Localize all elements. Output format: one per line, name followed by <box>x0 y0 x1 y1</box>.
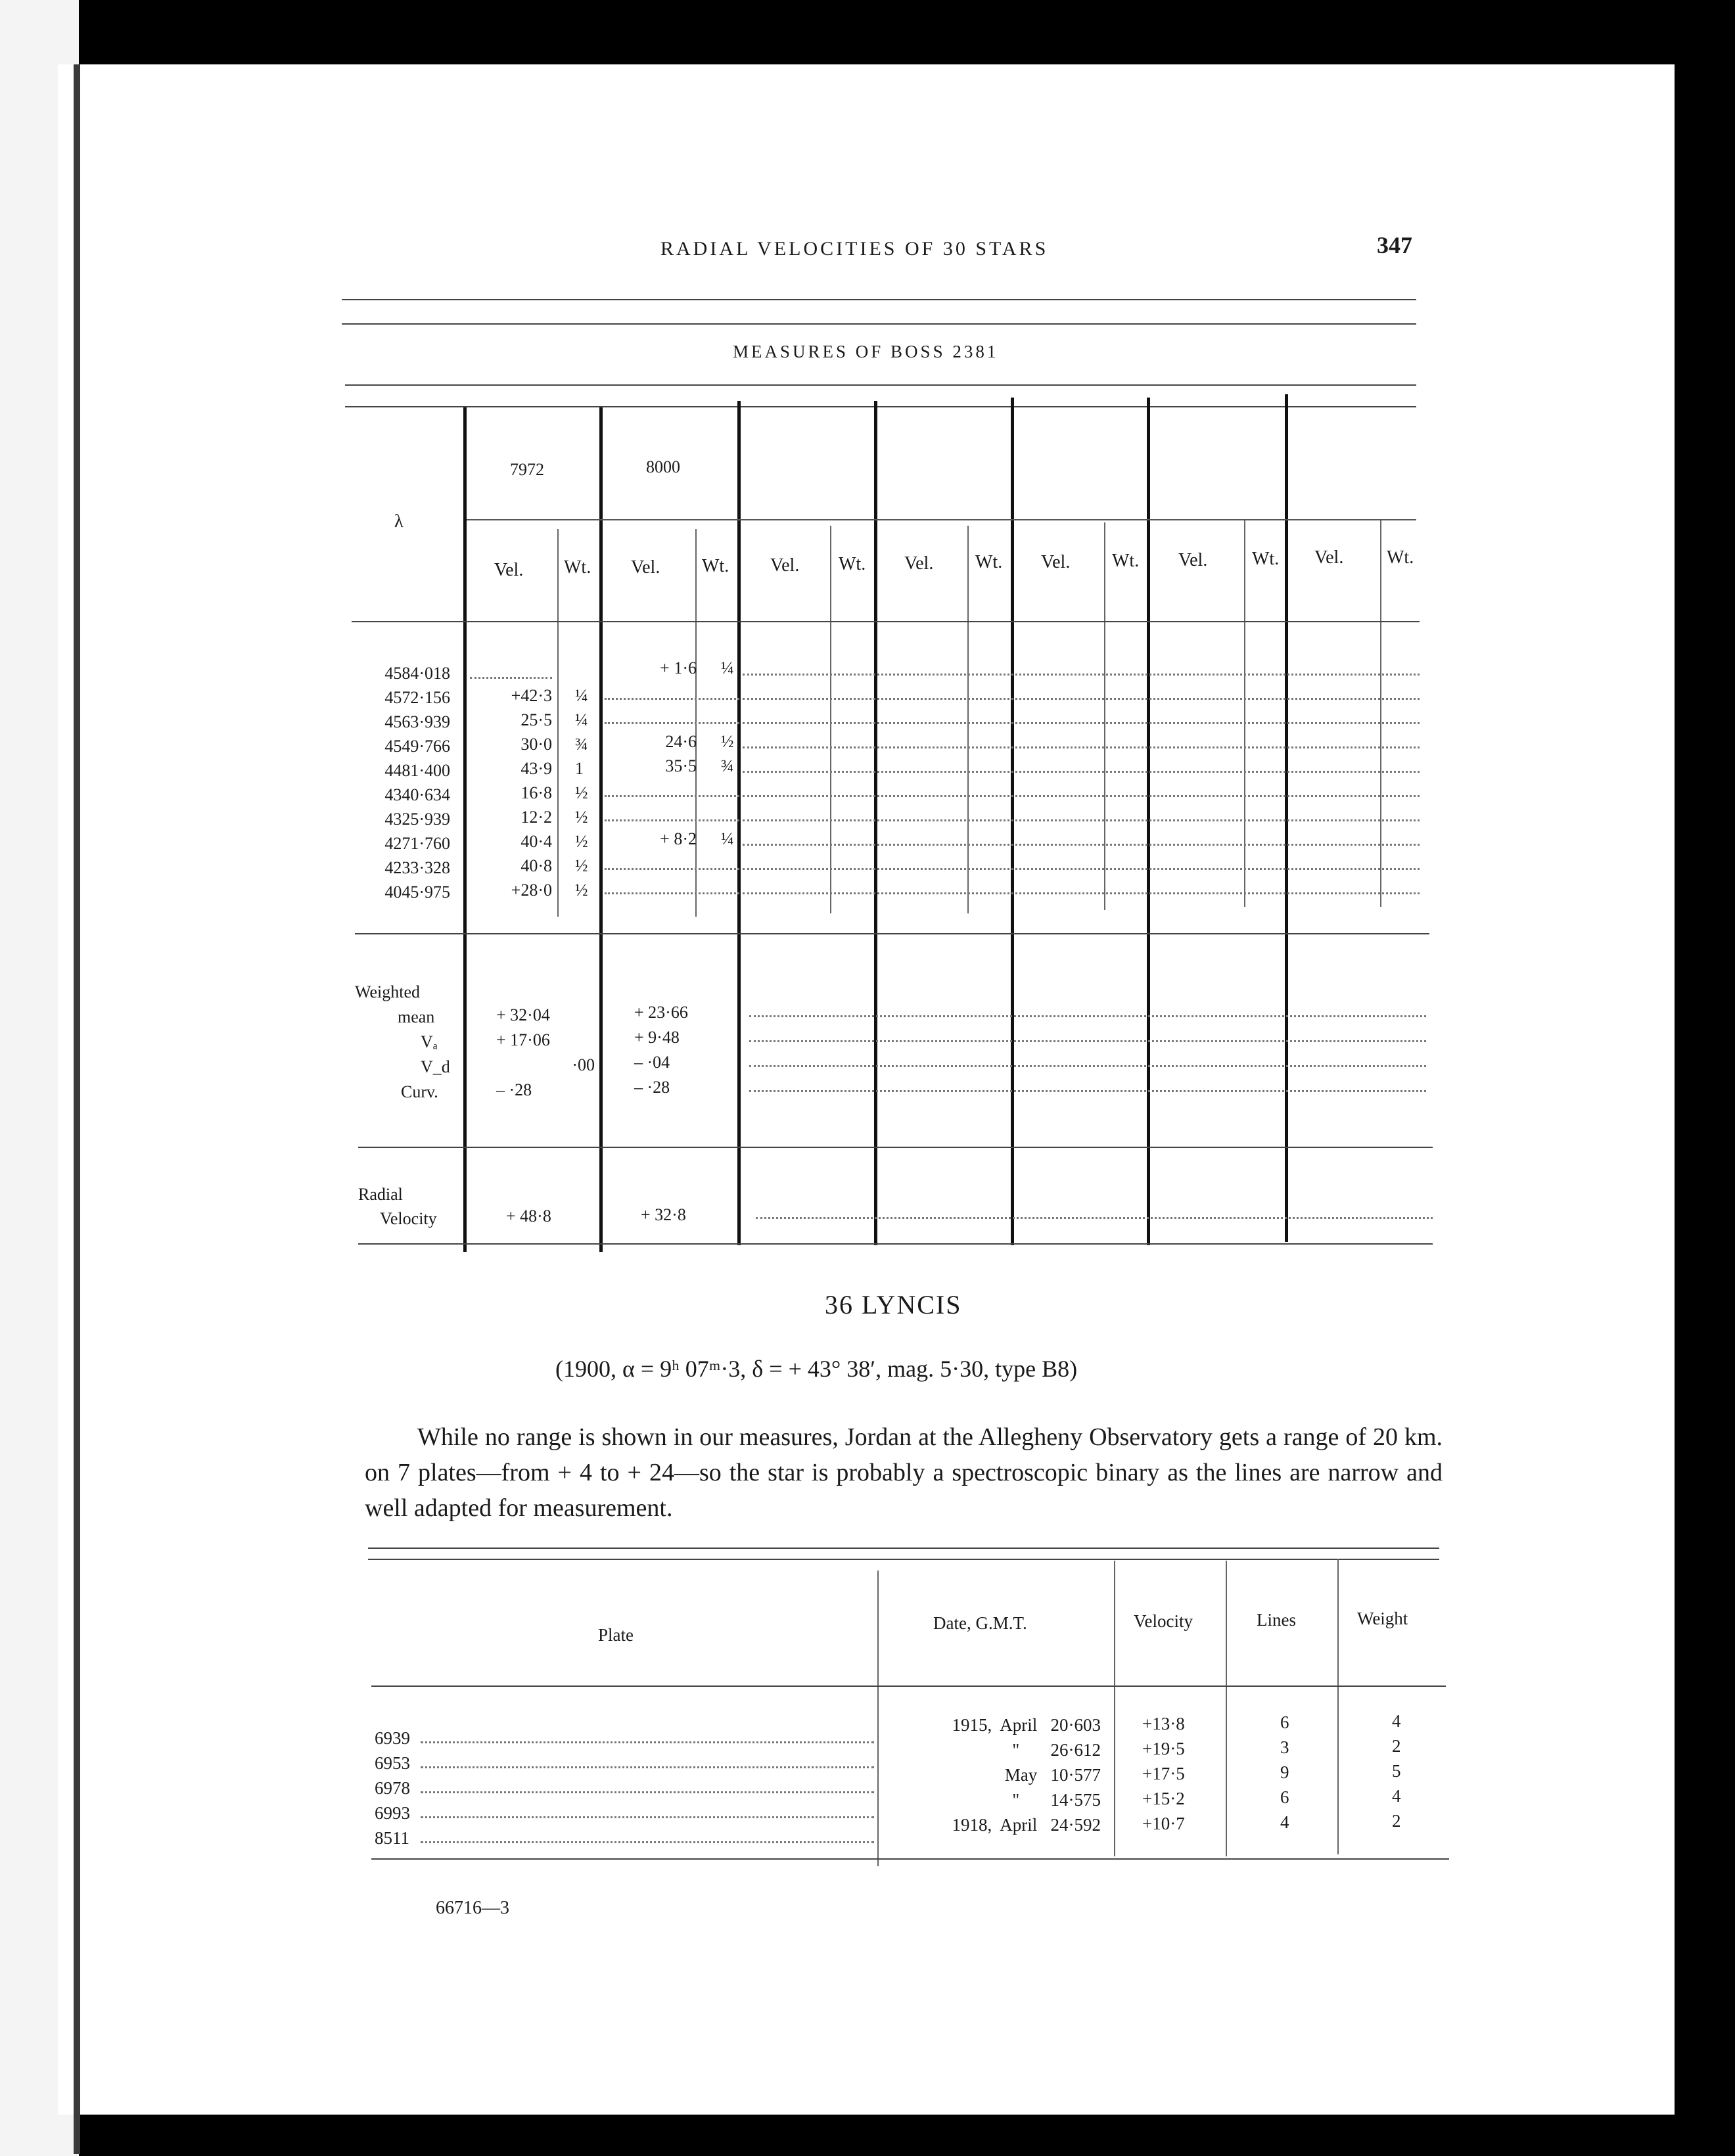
leader-dots <box>421 1741 874 1743</box>
rule <box>368 1559 1439 1560</box>
va-7972: + 17·06 <box>496 1030 550 1049</box>
rule <box>352 621 1420 622</box>
subcol-sep <box>1244 519 1245 907</box>
velocity-value: +17·5 <box>1142 1764 1185 1783</box>
rule <box>368 1548 1439 1549</box>
vel-8000: 24·6 <box>665 732 697 751</box>
leader-dots <box>470 677 552 679</box>
rule <box>342 323 1416 325</box>
lines-value: 6 <box>1280 1712 1289 1732</box>
col-sep <box>1337 1559 1339 1854</box>
vel-8000: + 1·6 <box>660 658 697 677</box>
leader-dots <box>743 771 1420 773</box>
mean-7972: + 32·04 <box>496 1005 550 1024</box>
mean-8000: + 23·66 <box>634 1003 688 1022</box>
leader-dots <box>749 1040 1426 1042</box>
wt-header: Wt. <box>702 556 729 576</box>
plate-7972: 7972 <box>510 460 544 479</box>
col-sep <box>874 401 877 1245</box>
rule <box>342 299 1416 300</box>
leader-dots <box>421 1766 874 1768</box>
curv-7972: – ·28 <box>496 1080 532 1099</box>
wt-7972: ½ <box>575 783 588 802</box>
obs-date: May 10·577 <box>1004 1765 1101 1785</box>
rule <box>358 1243 1433 1245</box>
rule <box>358 1147 1433 1148</box>
leader-dots <box>421 1841 874 1843</box>
vel-8000: + 8·2 <box>660 829 697 848</box>
leader-dots <box>605 795 739 797</box>
wt-8000: ½ <box>721 732 734 751</box>
wt-8000: ¼ <box>721 829 734 848</box>
wavelength: 4340·634 <box>384 785 450 804</box>
book-page <box>58 64 1675 2115</box>
rule <box>371 1858 1449 1860</box>
wt-8000: ¾ <box>721 756 734 775</box>
wavelength: 4233·328 <box>384 858 450 877</box>
vel-header: Vel. <box>494 560 524 580</box>
page-number: 347 <box>1377 232 1412 258</box>
rule <box>371 1686 1446 1687</box>
plate-number: 6939 <box>375 1728 410 1748</box>
col-sep <box>1226 1561 1227 1856</box>
plate-number: 6953 <box>375 1753 410 1773</box>
weight-value: 4 <box>1392 1786 1401 1806</box>
summary-label: Curv. <box>401 1082 438 1101</box>
wavelength: 4271·760 <box>384 834 450 853</box>
lines-value: 6 <box>1280 1787 1289 1807</box>
curv-8000: – ·28 <box>634 1078 670 1097</box>
leader-dots <box>743 674 1420 676</box>
vel-7972: +42·3 <box>511 686 552 705</box>
wt-7972: ½ <box>575 832 588 851</box>
lambda-header: λ <box>394 511 404 532</box>
leader-dots <box>743 746 1420 748</box>
wt-8000: ¼ <box>721 658 734 677</box>
plate-number: 6993 <box>375 1803 410 1823</box>
col-sep <box>1114 1561 1115 1856</box>
vel-7972: 12·2 <box>520 808 552 827</box>
vel-header: Vel. <box>1041 552 1071 572</box>
wt-header: Wt. <box>1252 549 1280 569</box>
rv-label: Radial <box>358 1185 403 1204</box>
velocity-value: +13·8 <box>1142 1714 1185 1733</box>
velocity-value: +19·5 <box>1142 1739 1185 1758</box>
wt-7972: ¾ <box>575 735 588 754</box>
wt-header: Wt. <box>1387 547 1414 568</box>
subcol-sep <box>830 526 831 913</box>
leader-dots <box>605 868 739 870</box>
vel-7972: 30·0 <box>520 735 552 754</box>
header-plate: Plate <box>598 1625 634 1645</box>
vel-7972: 25·5 <box>520 710 552 729</box>
wavelength: 4045·975 <box>384 883 450 902</box>
col-sep <box>737 401 741 1245</box>
weight-value: 5 <box>1392 1761 1401 1781</box>
wt-7972: ½ <box>575 856 588 875</box>
vel-7972: +28·0 <box>511 881 552 900</box>
weight-value: 4 <box>1392 1711 1401 1731</box>
col-sep <box>1011 398 1014 1245</box>
wt-header: Wt. <box>564 557 591 578</box>
va-8000: + 9·48 <box>634 1028 680 1047</box>
star-paragraph: While no range is shown in our measures, Jordan at the Allegheny Observatory gets a range of 20 km. on 7 plates—from + 4 to + 24—so the star is probably a spectroscopic binary as the lines are narrow and well adapted for measurement. <box>365 1423 1443 1522</box>
col-sep <box>1147 398 1150 1245</box>
obs-date: 1915, April 20·603 <box>952 1715 1101 1735</box>
vel-7972: 40·8 <box>520 856 552 875</box>
header-lines: Lines <box>1257 1610 1296 1630</box>
vel-header: Vel. <box>904 553 934 574</box>
subcol-sep <box>1380 519 1381 907</box>
leader-dots <box>605 698 739 700</box>
lines-value: 3 <box>1280 1737 1289 1757</box>
wt-header: Wt. <box>1112 551 1140 571</box>
summary-label: V_d <box>421 1057 450 1076</box>
obs-date: 1918, April 24·592 <box>952 1815 1101 1835</box>
summary-label: Vₐ <box>421 1032 438 1051</box>
leader-dots <box>756 1217 1433 1219</box>
leader-dots <box>605 722 739 724</box>
leader-dots <box>605 819 739 821</box>
col-sep <box>463 407 467 1252</box>
wavelength: 4584·018 <box>384 664 450 683</box>
col-sep <box>877 1571 879 1866</box>
leader-dots <box>749 1090 1426 1092</box>
plate-number: 8511 <box>375 1828 409 1848</box>
vel-header: Vel. <box>1314 547 1344 568</box>
leader-dots <box>743 722 1420 724</box>
subcol-sep <box>967 526 969 913</box>
leader-dots <box>421 1816 874 1818</box>
rule <box>467 519 1416 520</box>
leader-dots <box>743 844 1420 846</box>
page-gutter <box>74 64 80 2154</box>
wt-7972: ½ <box>575 808 588 827</box>
rv-8000: + 32·8 <box>641 1205 686 1224</box>
plate-8000: 8000 <box>646 457 680 476</box>
vd-8000: – ·04 <box>634 1053 670 1072</box>
leader-dots <box>743 795 1420 797</box>
rule <box>355 933 1429 934</box>
summary-label: mean <box>398 1007 435 1026</box>
running-title: RADIAL VELOCITIES OF 30 STARS <box>660 238 1049 260</box>
vel-header: Vel. <box>1178 550 1208 570</box>
header-velocity: Velocity <box>1134 1611 1193 1631</box>
wavelength: 4563·939 <box>384 712 450 731</box>
leader-dots <box>743 892 1420 894</box>
vel-8000: 35·5 <box>665 756 697 775</box>
plate-number: 6978 <box>375 1778 410 1798</box>
leader-dots <box>421 1791 874 1793</box>
lines-value: 4 <box>1280 1812 1289 1832</box>
leader-dots <box>749 1065 1426 1067</box>
vel-7972: 16·8 <box>520 783 552 802</box>
velocity-value: +10·7 <box>1142 1814 1185 1833</box>
rule <box>345 384 1416 386</box>
vel-7972: 40·4 <box>520 832 552 851</box>
header-date: Date, G.M.T. <box>933 1613 1027 1633</box>
wt-7972: ¼ <box>575 710 588 729</box>
summary-label: Weighted <box>355 982 420 1001</box>
vel-7972: 43·9 <box>520 759 552 778</box>
vel-header: Vel. <box>631 557 660 578</box>
lines-value: 9 <box>1280 1762 1289 1782</box>
printer-signature: 66716—3 <box>436 1898 509 1918</box>
leader-dots <box>743 698 1420 700</box>
rv-7972: + 48·8 <box>506 1206 551 1226</box>
wt-7972: ¼ <box>575 686 588 705</box>
table1-title: MEASURES OF BOSS 2381 <box>733 342 999 361</box>
wavelength: 4572·156 <box>384 688 450 707</box>
wavelength: 4549·766 <box>384 737 450 756</box>
weight-value: 2 <box>1392 1811 1401 1831</box>
col-sep <box>599 407 603 1252</box>
star-coordinates: (1900, α = 9ʰ 07ᵐ·3, δ = + 43° 38′, mag. 5·30, type B8) <box>555 1356 1078 1382</box>
leader-dots <box>743 868 1420 870</box>
subcol-sep <box>557 529 559 917</box>
star-name: 36 LYNCIS <box>825 1290 962 1319</box>
obs-date: " 14·575 <box>1012 1790 1101 1810</box>
header-weight: Weight <box>1357 1609 1408 1628</box>
rule <box>345 406 1416 407</box>
wt-header: Wt. <box>975 552 1003 572</box>
velocity-value: +15·2 <box>1142 1789 1185 1808</box>
wavelength: 4325·939 <box>384 810 450 829</box>
wavelength: 4481·400 <box>384 761 450 780</box>
vd-7972: ·00 <box>572 1055 595 1074</box>
wt-7972: ½ <box>575 881 588 900</box>
rv-label: Velocity <box>380 1209 437 1228</box>
vel-header: Vel. <box>770 555 800 576</box>
leader-dots <box>605 892 739 894</box>
subcol-sep <box>1104 522 1105 910</box>
obs-date: " 26·612 <box>1012 1740 1101 1760</box>
col-sep <box>1285 394 1288 1242</box>
wt-header: Wt. <box>839 554 866 574</box>
wt-7972: 1 <box>575 759 584 778</box>
weight-value: 2 <box>1392 1736 1401 1756</box>
leader-dots <box>743 819 1420 821</box>
leader-dots <box>749 1015 1426 1017</box>
